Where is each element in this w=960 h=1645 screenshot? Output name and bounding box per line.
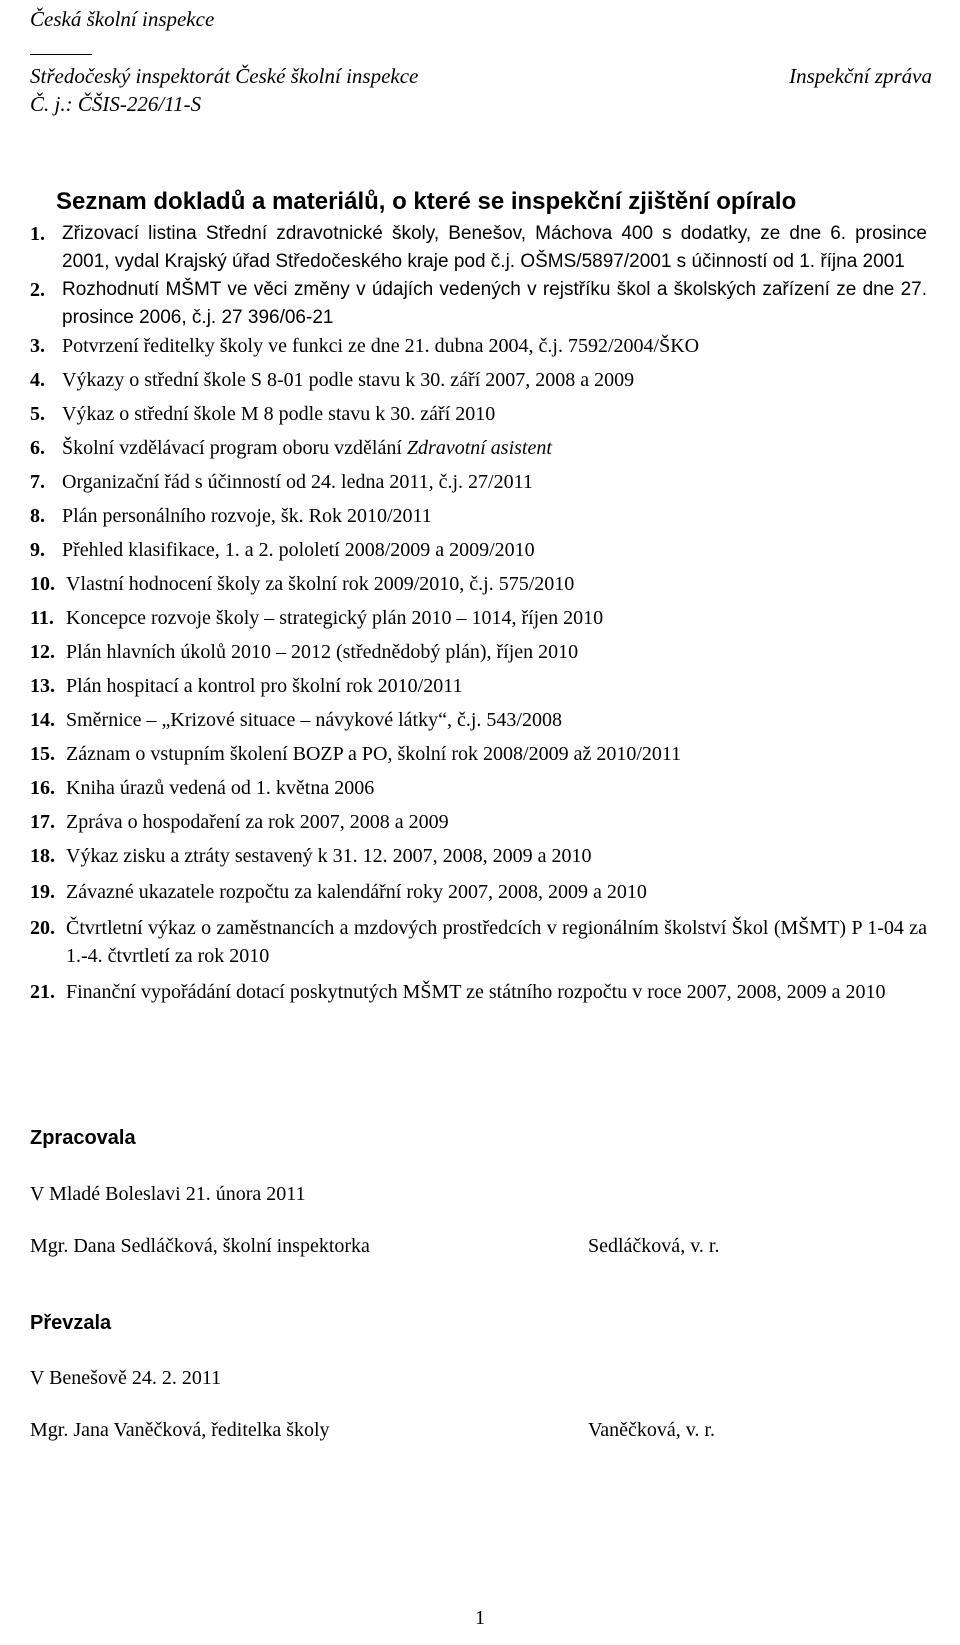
prepared-name: Mgr. Dana Sedláčková, školní inspektorka <box>30 1235 370 1257</box>
list-item <box>30 878 927 906</box>
list-item-text: Finanční vypořádání dotací poskytnutých MŠMT ze státního rozpočtu v roce 2007, 2008, 2009 a 2010 <box>66 981 886 1003</box>
list-item <box>30 502 927 530</box>
page-title: Seznam dokladů a materiálů, o které se inspekční zjištění opíralo <box>56 188 797 215</box>
list-item <box>30 774 927 802</box>
received-name: Mgr. Jana Vaněčková, ředitelka školy <box>30 1419 330 1441</box>
header-reference-number: Č. j.: ČŠIS-226/11-S <box>30 92 202 116</box>
list-item-number: 17. <box>30 811 55 833</box>
list-item-text: Vlastní hodnocení školy za školní rok 2009/2010, č.j. 575/2010 <box>66 573 575 595</box>
prepared-place-date: V Mladé Boleslavi 21. února 2011 <box>30 1183 306 1205</box>
list-item-text: Organizační řád s účinností od 24. ledna 2011, č.j. 27/2011 <box>62 471 533 493</box>
list-item-text: Rozhodnutí MŠMT ve věci změny v údajích vedených v rejstříku škol a školských zařízení ze dne 27. prosince 2006, č.j. 27 396/06-21 <box>62 279 927 328</box>
list-item-text: Zřizovací listina Střední zdravotnické školy, Benešov, Máchova 400 s dodatky, ze dne 6. prosince 2001, vydal Krajský úřad Středočeského kraje pod č.j. OŠMS/5897/2001 s účinností od 1. října 2001 <box>62 223 927 272</box>
list-item-number: 20. <box>30 917 55 939</box>
list-item <box>30 276 927 332</box>
list-item-text: Zpráva o hospodaření za rok 2007, 2008 a 2009 <box>66 811 449 833</box>
header-left-block <box>30 62 418 118</box>
list-item-text: Kniha úrazů vedená od 1. května 2006 <box>66 777 375 799</box>
page-number: 1 <box>475 1607 485 1629</box>
list-item-number: 11. <box>30 607 54 629</box>
list-item-text: Plán hospitací a kontrol pro školní rok 2010/2011 <box>66 675 463 697</box>
list-item-number: 18. <box>30 845 55 867</box>
list-item <box>30 434 927 462</box>
list-item <box>30 740 927 768</box>
header-organization: Česká školní inspekce <box>30 7 215 31</box>
list-item-number: 2. <box>30 279 45 301</box>
list-item-number: 10. <box>30 573 55 595</box>
header-inspectorate: Středočeský inspektorát České školní inspekce <box>30 64 419 88</box>
list-item <box>30 808 927 836</box>
list-item <box>30 638 927 666</box>
list-item-number: 19. <box>30 881 55 903</box>
list-item-text: Čtvrtletní výkaz o zaměstnancích a mzdových prostředcích v regionálním školství Škol (MŠMT) P 1-04 za 1.-4. čtvrtletí za rok 2010 <box>66 917 927 967</box>
list-item <box>30 604 927 632</box>
list-item <box>30 978 927 1006</box>
list-item-text <box>62 434 927 462</box>
list-item-text: Výkazy o střední škole S 8-01 podle stavu k 30. září 2007, 2008 a 2009 <box>62 369 635 391</box>
list-item <box>30 914 927 970</box>
list-item <box>30 220 927 276</box>
list-item-number: 13. <box>30 675 55 697</box>
list-item-number: 4. <box>30 369 45 391</box>
list-item <box>30 366 927 394</box>
list-item <box>30 400 927 428</box>
list-item-number: 8. <box>30 505 45 527</box>
document-list <box>30 220 927 1006</box>
prepared-signature: Sedláčková, v. r. <box>588 1235 720 1257</box>
list-item-text: Přehled klasifikace, 1. a 2. pololetí 2008/2009 a 2009/2010 <box>62 539 535 561</box>
list-item-text: Koncepce rozvoje školy – strategický plán 2010 – 1014, říjen 2010 <box>66 607 604 629</box>
list-item-text: Potvrzení ředitelky školy ve funkci ze dne 21. dubna 2004, č.j. 7592/2004/ŠKO <box>62 335 700 357</box>
list-item-number: 5. <box>30 403 45 425</box>
list-item-number: 7. <box>30 471 45 493</box>
list-item-text: Směrnice – „Krizové situace – návykové látky“, č.j. 543/2008 <box>66 709 562 731</box>
list-item-number: 12. <box>30 641 55 663</box>
list-item-number: 15. <box>30 743 55 765</box>
list-item-text: Záznam o vstupním školení BOZP a PO, školní rok 2008/2009 až 2010/2011 <box>66 743 682 765</box>
list-item-number: 9. <box>30 539 45 561</box>
list-item-number: 16. <box>30 777 55 799</box>
list-item-text: Plán hlavních úkolů 2010 – 2012 (střednědobý plán), říjen 2010 <box>66 641 579 663</box>
list-item-number: 3. <box>30 335 45 357</box>
list-item <box>30 672 927 700</box>
list-item-text: Výkaz zisku a ztráty sestavený k 31. 12. 2007, 2008, 2009 a 2010 <box>66 845 592 867</box>
list-item-number: 6. <box>30 437 45 459</box>
list-item <box>30 332 927 360</box>
received-place-date: V Benešově 24. 2. 2011 <box>30 1367 222 1389</box>
list-item <box>30 570 927 598</box>
list-item-text: Plán personálního rozvoje, šk. Rok 2010/2011 <box>62 505 432 527</box>
prepared-heading: Zpracovala <box>30 1127 136 1149</box>
list-item <box>30 536 927 564</box>
header-document-type: Inspekční zpráva <box>789 64 932 88</box>
header-divider <box>30 54 92 55</box>
list-item <box>30 468 927 496</box>
list-item-text: Závazné ukazatele rozpočtu za kalendářní roky 2007, 2008, 2009 a 2010 <box>66 881 647 903</box>
received-signature: Vaněčková, v. r. <box>588 1419 715 1441</box>
list-item-text-italic: Zdravotní asistent <box>406 437 552 459</box>
list-item <box>30 706 927 734</box>
list-item-number: 14. <box>30 709 55 731</box>
list-item-text: Výkaz o střední škole M 8 podle stavu k 30. září 2010 <box>62 403 496 425</box>
received-heading: Převzala <box>30 1312 112 1334</box>
list-item-number: 1. <box>30 223 45 245</box>
list-item-number: 21. <box>30 981 55 1003</box>
list-item-text-part: Školní vzdělávací program oboru vzdělání <box>62 437 407 459</box>
list-item <box>30 842 927 870</box>
